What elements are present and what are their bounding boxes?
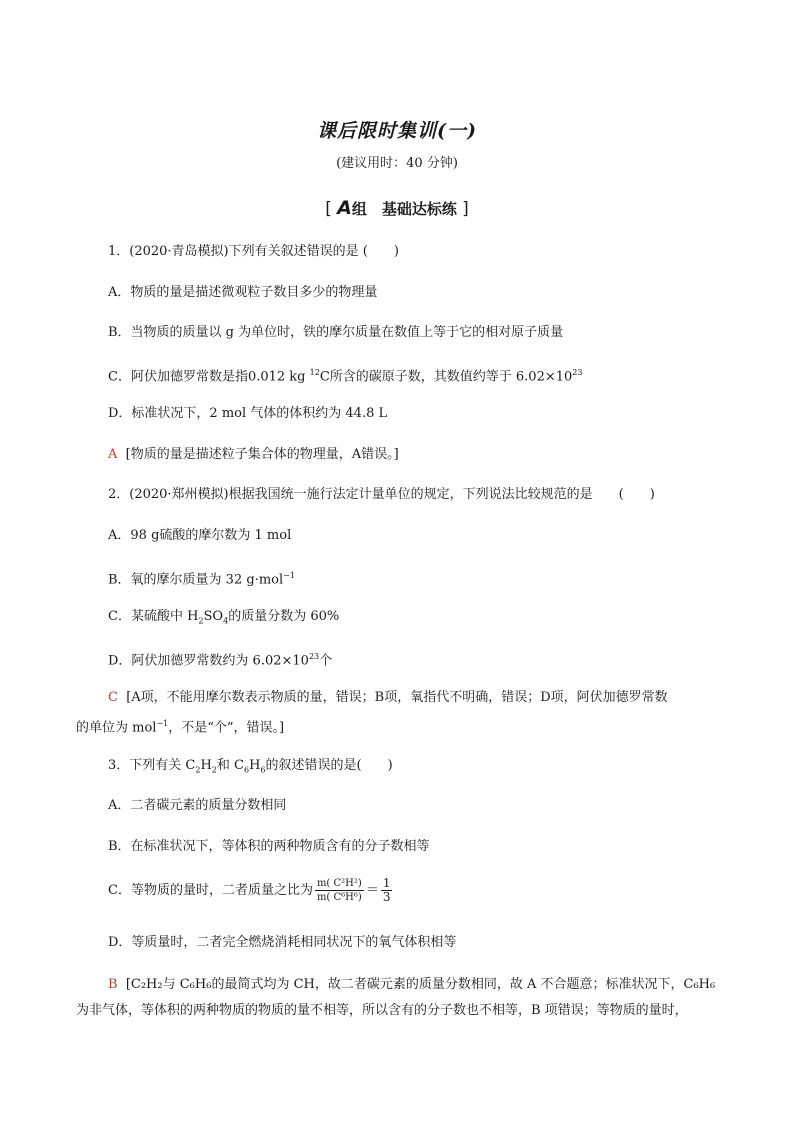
q1-c-sup-1: 12 (309, 368, 320, 377)
q1-option-d: D．标准状况下，2 mol 气体的体积约为 44.8 L (108, 406, 388, 421)
q3-stem-3: 和 C (216, 758, 244, 773)
section-bracket-open: [ (325, 199, 332, 219)
section-letter: A (337, 197, 352, 219)
q3-c-equals: ＝ (365, 883, 379, 898)
q3-stem (108, 757, 748, 780)
q3-c-mass-fraction (315, 877, 364, 904)
q3-stem-sub-2: 2 (211, 765, 217, 775)
q2-c-text-2: SO (203, 609, 224, 624)
q2-exp2-sup: −1 (156, 719, 169, 728)
q3-option-b: B．在标准状况下，等体积的两种物质含有的分子数相等 (108, 839, 430, 854)
q1-c-text-2: C所含的碳原子数，其数值约等于 6.02×10 (319, 369, 573, 385)
q2-d-text-2: 个 (319, 653, 333, 669)
q2-answer (108, 689, 748, 707)
q2-option-c (108, 608, 748, 631)
q3-stem-5: 的叙述错误的是( ) (265, 758, 393, 773)
q2-explanation-line-2 (76, 715, 716, 737)
section-bracket-close: ] (462, 199, 469, 219)
q2-d-sup: 23 (308, 652, 320, 661)
q3-stem-sub-4: 6 (260, 765, 266, 775)
q3-stem-4: H (249, 758, 261, 773)
q1-option-c (108, 364, 748, 386)
q3-c-frac-den: m( C⁶H⁶) (316, 892, 362, 903)
q2-option-b (108, 567, 748, 589)
page-title: 课后限时集训(一) (317, 120, 477, 142)
q3-stem-2: H (200, 758, 212, 773)
q1-stem: 1．(2020·青岛模拟)下列有关叙述错误的是 ( ) (108, 244, 399, 259)
q3-c-val-num: 1 (382, 876, 391, 890)
q1-c-text-1: C．阿伏加德罗常数是指0.012 kg (108, 369, 310, 385)
q2-b-sup: −1 (283, 571, 295, 580)
q3-c-val-den: 3 (382, 890, 391, 904)
q2-stem: 2．(2020·郑州模拟)根据我国统一施行法定计量单位的规定，下列说法比较规范的是 ( ) (108, 487, 655, 502)
q2-c-sub-1: 2 (198, 616, 204, 626)
q3-c-frac-num: m( C²H²) (316, 878, 362, 889)
q3-option-a: A．二者碳元素的质量分数相同 (108, 798, 287, 813)
q2-option-a: A．98 g硫酸的摩尔数为 1 mol (108, 528, 292, 543)
q3-explanation-1: [C₂H₂与 C₆H₆的最简式均为 CH，故二者碳元素的质量分数相同，故 A 不合题意；标准状况下，C₆H₆ (125, 977, 716, 992)
q2-exp2-text-2: ，不是“个”，错误。] (168, 720, 285, 736)
q3-c-value-fraction (381, 877, 393, 904)
q2-c-text-1: C．某硫酸中 H (108, 609, 199, 624)
section-heading (0, 197, 794, 219)
section-label: 组 基础达标练 (351, 200, 457, 218)
q2-explanation-1: [A项，不能用摩尔数表示物质的量，错误；B项，氧指代不明确，错误；D项，阿伏加德罗常数 (126, 690, 668, 705)
q1-explanation: [物质的量是描述粒子集合体的物理量，A错误。] (125, 447, 399, 462)
q1-option-a: A．物质的量是描述微观粒子数目多少的物理量 (108, 285, 378, 300)
q2-answer-letter: C (108, 690, 118, 705)
q3-answer (108, 976, 748, 994)
q2-c-text-3: 的质量分数为 60% (228, 609, 340, 624)
q3-stem-1: 3．下列有关 C (108, 758, 196, 773)
q3-stem-sub-1: 2 (195, 765, 201, 775)
q3-c-text: C．等物质的量时，二者质量之比为 (108, 883, 313, 898)
q3-explanation-2: 为非气体，等体积的两种物质的物质的量不相等，所以含有的分子数也不相等，B 项错误；等物质的量时， (76, 1003, 688, 1018)
q3-stem-sub-3: 6 (243, 765, 250, 775)
q2-exp2-text-1: 的单位为 mol (76, 720, 157, 736)
q2-b-text: B．氧的摩尔质量为 32 g·mol (108, 572, 284, 588)
q3-option-c (108, 876, 748, 906)
q2-option-d (108, 648, 748, 670)
q1-c-sup-2: 23 (572, 368, 583, 377)
q3-option-d: D．等质量时，二者完全燃烧消耗相同状况下的氧气体积相等 (108, 935, 457, 950)
q1-answer (108, 446, 748, 464)
q2-c-sub-2: 4 (223, 616, 229, 626)
q1-answer-letter: A (108, 447, 118, 462)
q1-option-b: B．当物质的质量以 g 为单位时，铁的摩尔质量在数值上等于它的相对原子质量 (108, 325, 564, 340)
q3-answer-letter: B (108, 977, 118, 992)
q2-d-text-1: D．阿伏加德罗常数约为 6.02×10 (108, 653, 309, 669)
suggested-time: (建议用时：40 分钟) (336, 156, 458, 171)
